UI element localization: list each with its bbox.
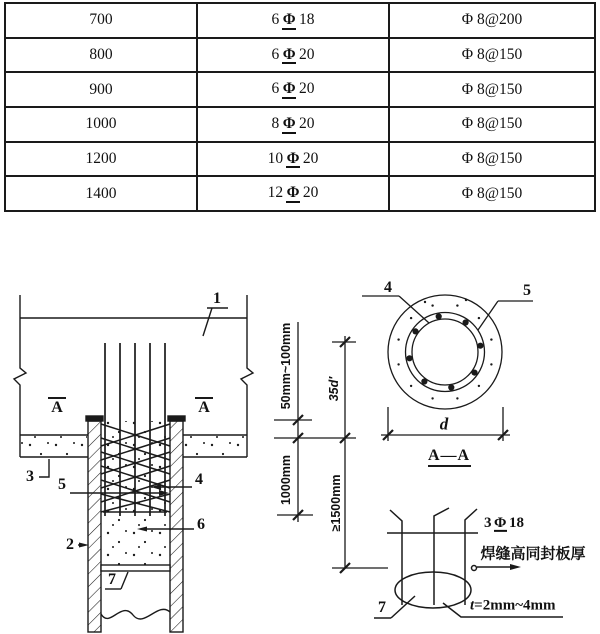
stirrup-cell: Φ 8@150 (389, 38, 595, 73)
spiral-inner-circle (412, 319, 478, 385)
callout-1: 1 (213, 290, 221, 307)
callout-4: 4 (195, 471, 203, 488)
plate-ellipse (395, 572, 471, 608)
rebar-grade-symbol: Φ (494, 514, 507, 531)
stirrup-cell: Φ 8@150 (389, 142, 595, 177)
callout-6: 6 (197, 516, 205, 533)
pile-diameter-cell: 700 (5, 3, 197, 38)
cushion-concrete-right (184, 436, 246, 457)
callout-3-leader (39, 459, 49, 477)
rebar-grade-symbol: Φ (282, 45, 296, 63)
aa-title: A—A (427, 447, 471, 464)
stirrup-cell: Φ 8@150 (389, 107, 595, 142)
weld-note: 焊缝高同封板厚 (480, 545, 586, 563)
aa-callout-5: 5 (523, 282, 531, 299)
pile-diameter-cell: 1400 (5, 176, 197, 211)
dim-anchorage: 35d′ (326, 376, 341, 402)
pile-diameter-cell: 800 (5, 38, 197, 73)
plate-thickness-label (470, 599, 556, 614)
thickness-variable: t (470, 597, 475, 614)
callout-5: 5 (58, 476, 66, 493)
casing-cap-right (168, 416, 185, 421)
right-break-edge (241, 295, 253, 457)
bar-count: 6 (271, 10, 280, 28)
casing-wall-left (88, 421, 101, 632)
detail-bar-middle (434, 508, 449, 605)
casing-cap-left (86, 416, 103, 421)
bar-size: 20 (302, 149, 319, 167)
spiral-outer-circle (406, 313, 485, 392)
rebar-grade-symbol: Φ (286, 184, 300, 202)
left-break-edge (14, 295, 26, 457)
dim-ticks (293, 337, 350, 573)
bar-size: 20 (302, 184, 319, 202)
bar-size: 20 (299, 80, 315, 98)
diameter-label: d (439, 414, 449, 434)
detail-bar-count: 3 (484, 514, 492, 531)
bar-size: 18 (299, 10, 315, 28)
detail-bars-label (484, 516, 524, 532)
bar-size: 20 (299, 45, 315, 63)
detail-bar-size: 18 (508, 514, 524, 531)
stirrup-cell: Φ 8@150 (389, 72, 595, 107)
callout-3: 3 (26, 468, 34, 485)
rebar-grade-symbol: Φ (282, 10, 296, 28)
pipe-break-wave (101, 609, 170, 619)
cushion-concrete-left (21, 436, 87, 457)
callout-1-leader (203, 308, 212, 336)
detail-callout-7-leader (391, 596, 415, 618)
aa-callout-4: 4 (384, 279, 392, 296)
bar-count: 8 (271, 114, 280, 132)
pile-elevation (14, 295, 253, 632)
section-mark-left: A (51, 399, 63, 416)
bar-count: 10 (267, 149, 284, 167)
section-aa-view (362, 295, 533, 466)
stirrup-cell: Φ 8@150 (389, 176, 595, 211)
detail-bar-left (390, 510, 402, 605)
casing-wall-right (170, 421, 183, 632)
pile-diameter-cell: 1200 (5, 142, 197, 177)
section-mark-right: A (198, 399, 210, 416)
rebar-grade-symbol: Φ (282, 80, 296, 98)
stirrup-cell: Φ 8@200 (389, 3, 595, 38)
thickness-value: =2mm~4mm (474, 597, 556, 614)
dim-min-embed: ≥1500mm (328, 474, 343, 532)
callout-2: 2 (66, 536, 74, 553)
bar-count: 12 (267, 184, 284, 202)
bar-count: 6 (271, 45, 280, 63)
bar-size: 20 (299, 114, 315, 132)
pile-diameter-cell: 900 (5, 72, 197, 107)
rebar-grade-symbol: Φ (286, 149, 300, 167)
weld-point-circle (472, 566, 477, 571)
callout-7-leader (121, 572, 128, 589)
aa-callout-4-leader (399, 296, 429, 323)
dim-protrusion: 50mm~100mm (278, 322, 293, 410)
callout-7: 7 (108, 571, 116, 588)
rebar-grade-symbol: Φ (282, 114, 296, 132)
bar-count: 6 (271, 80, 280, 98)
detail-callout-7: 7 (378, 599, 386, 616)
weld-note-arrow (510, 564, 521, 570)
dim-cage-embed: 1000mm (278, 454, 293, 506)
pile-diameter-cell: 1000 (5, 107, 197, 142)
main-bar-dots (406, 313, 483, 390)
